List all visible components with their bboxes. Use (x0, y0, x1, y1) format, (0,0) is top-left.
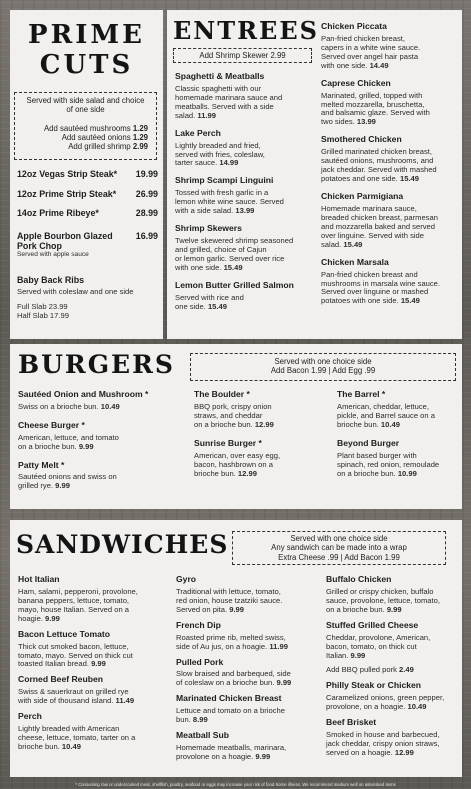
entree-item-desc: Classic spaghetti with our (175, 83, 262, 93)
entree-item-desc: and balsamic glaze. Served with (321, 108, 430, 118)
pork-chop-price: 16.99 (135, 231, 158, 241)
sandwich-item-price: 9.99 (350, 650, 366, 660)
entree-item-name: Spaghetti & Meatballs (175, 71, 265, 81)
entree-item-name: Caprese Chicken (321, 77, 391, 88)
sandwich-item-desc: Ham, salami, pepperoni, provolone, (18, 586, 138, 596)
burgers-panel (10, 344, 462, 509)
sandwich-item-desc: tomato, mayo. Served on thick cut (18, 650, 133, 660)
entree-item-desc: salad. 15.49 (321, 239, 363, 249)
entree-item-desc: meatballs. Served with a side (175, 101, 274, 111)
entree-item-desc: Twelve skewered shrimp seasoned (175, 236, 294, 246)
entree-item-desc: with one side. 15.49 (175, 262, 243, 272)
sandwich-item-desc: bun. 8.99 (176, 715, 208, 725)
entree-item-desc: Tossed with fresh garlic in a (175, 188, 269, 198)
entree-item-desc: over linguine. Served with side (321, 230, 424, 240)
burger-item-name: The Boulder * (194, 389, 250, 399)
entree-item-price: 13.99 (235, 206, 255, 216)
entree-item-desc: Marinated, grilled, topped with (321, 90, 423, 100)
sandwich-item-name: Meatball Sub (176, 730, 230, 741)
burgers-note-line1: Served with one choice side (274, 357, 372, 366)
sandwich-item-desc: side of Au jus, on a hoagie. 11.99 (176, 641, 288, 651)
entree-item-desc: Served over angel hair pasta (321, 51, 419, 61)
sandwich-item-desc: banana peppers, lettuce, tomato, (18, 595, 130, 605)
sandwich-item-name: Buffalo Chicken (326, 574, 392, 584)
entree-item-name: Smothered Chicken (321, 134, 402, 145)
burger-item-desc: straws, and cheddar (194, 410, 263, 420)
sandwich-item-desc: provolone, on a hoagie. 10.49 (326, 702, 427, 712)
entree-item (175, 224, 317, 273)
sandwich-item-name: Corned Beef Reuben (18, 674, 103, 685)
entree-item-desc: melted mozzarella, bruschetta, (321, 99, 425, 109)
sandwich-item-price: 9.99 (45, 613, 60, 623)
burger-item (194, 390, 324, 430)
sandwich-item-desc: mayo, house Italian. Served on a (18, 604, 130, 614)
entree-item-name: Chicken Piccata (321, 21, 387, 31)
burgers-title: BURGERS (18, 350, 175, 379)
entree-item-price: 15.49 (223, 262, 243, 272)
prime-cuts-note-box (14, 92, 157, 160)
entree-item-desc: Homemade marinara sauce, (321, 203, 417, 213)
sandwich-item-price: 12.99 (394, 747, 414, 757)
entree-item (321, 79, 459, 128)
entree-item-name: Shrimp Scampi Linguini (175, 175, 274, 186)
ribs-item (17, 275, 162, 321)
burger-item-price: 9.99 (78, 441, 94, 451)
sandwich-item (18, 630, 168, 670)
sandwich-item-price: 10.49 (61, 741, 81, 751)
entree-item-desc: Pan-fried chicken breast, (321, 33, 405, 43)
burger-item-name: Patty Melt * (18, 459, 65, 470)
burger-item-desc: brioche bun. 12.99 (194, 468, 257, 478)
sandwich-item (326, 718, 462, 758)
sandwich-item-desc: cheese, lettuce, tomato, tarter on a (18, 733, 136, 743)
entree-item (175, 72, 317, 121)
entree-item-name: Chicken Parmigiana (321, 191, 404, 202)
sandwich-item (326, 575, 462, 615)
burger-item-desc: bacon, hashbrown on a (194, 459, 273, 469)
burger-item-price: 10.99 (397, 468, 417, 478)
sandwich-item (176, 575, 324, 615)
burger-item-desc: on a brioche bun. 10.99 (337, 468, 417, 478)
sandwich-item (176, 621, 324, 652)
entree-item-desc: Lightly breaded and fried, (175, 140, 261, 150)
sandwich-item-price: 9.99 (386, 604, 402, 614)
entree-item-desc: homemade marinara sauce and (175, 92, 283, 102)
burger-item-desc: American, lettuce, and tomato (18, 432, 119, 442)
entree-item (175, 129, 317, 169)
pork-chop-name-line1: Apple Bourbon Glazed (17, 231, 113, 241)
burger-item-desc: spinach, red onion, remoulade (337, 459, 440, 469)
entree-item-desc: lemon white wine sauce. Served (175, 197, 284, 207)
burger-item-price: 10.49 (100, 401, 120, 411)
entree-item (321, 135, 459, 184)
entree-item-desc: breaded chicken breast, parmesan (321, 212, 438, 222)
burger-item-name: Sautéed Onion and Mushroom * (18, 389, 149, 399)
burgers-column-1 (18, 390, 178, 500)
burger-item-desc: American, cheddar, lettuce, (337, 401, 430, 411)
sandwich-item-name: Gyro (176, 574, 197, 584)
entree-item-desc: Served with rice and (175, 292, 244, 302)
entree-item-desc: and grilled, choice of Cajun (175, 244, 267, 254)
burger-item-desc: Swiss on a brioche bun. 10.49 (18, 401, 120, 411)
ribs-desc: Served with coleslaw and one side (17, 287, 134, 297)
entree-item-price: 15.49 (207, 301, 227, 311)
sandwich-item-desc: Grilled or crispy chicken, buffalo (326, 586, 434, 596)
sandwich-item-desc: Slow braised and barbequed, side (176, 669, 291, 679)
prime-cuts-panel (10, 10, 163, 339)
entree-item-desc: Served over linguine or mashed (321, 287, 429, 297)
entree-item-price: 15.49 (343, 239, 363, 249)
sandwich-item-price: 10.49 (407, 702, 427, 712)
burger-item-desc: Plant based burger with (337, 450, 417, 460)
sandwich-item (326, 666, 462, 675)
sandwich-item-desc: provolone on a hoagie. 9.99 (176, 751, 271, 761)
burger-item-name: Cheese Burger * (18, 419, 85, 430)
entree-item (321, 192, 459, 250)
pork-chop-item (17, 231, 158, 259)
sandwich-item-name: French Dip (176, 619, 221, 630)
entree-item-desc: potatoes with one side. 15.49 (321, 296, 420, 306)
sandwich-item-desc: Lettuce and tomato on a brioche (176, 706, 285, 716)
sandwich-item-desc: toasted Italian bread. 9.99 (18, 659, 106, 669)
entree-item-price: 15.49 (399, 174, 419, 184)
entree-item-desc: or lemon garlic. Served over rice (175, 253, 285, 263)
addon-mushrooms: Add sautéed mushrooms 1.29 (43, 123, 148, 133)
burger-item (18, 421, 178, 452)
sandwich-item-desc: Cheddar, provolone, American, (326, 632, 431, 642)
entree-item-name: Lake Perch (175, 127, 221, 138)
entrees-panel (167, 10, 462, 339)
burger-item-desc: pickle, and Barrel sauce on a (337, 410, 435, 420)
sandwich-item-price: 2.49 (399, 665, 414, 675)
sandwich-item-desc: Roasted prime rib, melted swiss, (176, 632, 286, 642)
sandwich-item-name: Pulled Pork (176, 656, 224, 667)
addon-shrimp: Add grilled shrimp 2.99 (68, 141, 148, 151)
sandwiches-panel (10, 520, 462, 777)
entrees-column-1 (175, 72, 317, 320)
entree-item-desc: mushrooms in marsala wine sauce. (321, 278, 441, 288)
entree-item-desc: salad. 11.99 (175, 110, 216, 120)
burger-item (18, 390, 178, 412)
entree-item-desc: tarter sauce. 14.99 (175, 158, 239, 168)
prime-title-line1: PRIME (28, 20, 145, 50)
ribs-half-slab: Half Slab 17.99 (17, 311, 69, 321)
sandwich-item-desc: on a brioche bun. 9.99 (326, 604, 402, 614)
sandwiches-column-1 (18, 575, 168, 758)
entree-item-desc: Grilled marinated chicken breast, (321, 147, 433, 157)
food-safety-footer: * Consuming raw or undercooked meat, shellfish, poultry, seafood or eggs may increase your risk of food-borne illness. We recommend medium well on asterisked items (75, 782, 396, 787)
burgers-note-line2: Add Bacon 1.99 | Add Egg .99 (270, 366, 376, 376)
sandwich-item-name: Perch (18, 711, 42, 722)
sandwich-item-desc: jack cheddar, crispy onion straws, (326, 739, 440, 749)
entree-item-desc: two sides. 13.99 (321, 117, 376, 127)
sandwich-item-name: Beef Brisket (326, 717, 377, 728)
steak-vegas-strip: 12oz Vegas Strip Steak* 19.99 (17, 169, 158, 179)
entree-item-price: 14.49 (369, 60, 389, 70)
sandwich-item-desc: Lightly breaded with American (18, 724, 120, 734)
entree-item (175, 176, 317, 216)
entree-item-price: 11.99 (197, 110, 216, 120)
burger-item-desc: on a brioche bun. 12.99 (194, 419, 274, 429)
entree-item-name: Lemon Butter Grilled Salmon (175, 279, 294, 290)
burger-item-name: Beyond Burger (337, 437, 400, 448)
sandwich-item-price: 9.99 (255, 751, 271, 761)
entree-item-price: 13.99 (356, 117, 376, 127)
sandwich-item-desc: Homemade meatballs, marinara, (176, 742, 287, 752)
prime-note-line1: Served with side salad and choice (26, 96, 145, 105)
sandwich-item-desc: Italian. 9.99 (326, 650, 366, 660)
sandwich-item-desc: hoagie. 9.99 (18, 613, 60, 623)
ribs-full-slab: Full Slab 23.99 (17, 302, 68, 312)
entree-item-price: 15.49 (400, 296, 420, 306)
sandwiches-column-2 (176, 575, 324, 768)
entree-item-desc: capers in a white wine sauce. (321, 42, 421, 52)
sandwich-item-name: Marinated Chicken Breast (176, 693, 282, 704)
ribs-name: Baby Back Ribs (17, 275, 85, 285)
entree-item (321, 22, 459, 71)
sandwich-item (176, 694, 324, 725)
entree-item-desc: jack cheddar. Served with mashed (321, 165, 437, 175)
burger-item-name: Sunrise Burger * (194, 437, 262, 448)
sandwich-item-desc: Thick cut smoked bacon, lettuce, (18, 641, 129, 651)
sandwich-item-desc: with side of thousand island. 11.49 (18, 696, 135, 706)
sandwich-item (176, 731, 324, 762)
sandwich-item-desc: brioche bun. 10.49 (18, 741, 81, 751)
entree-item-desc: one side. 15.49 (175, 301, 227, 311)
sandwich-item (18, 575, 168, 624)
burgers-note-box (190, 353, 456, 381)
sandwich-item-name: Bacon Lettuce Tomato (18, 628, 110, 639)
prime-title-line2: CUTS (39, 50, 134, 80)
sandwich-item (326, 681, 462, 712)
burger-item-desc: brioche bun. 10.49 (337, 419, 400, 429)
entree-item-name: Shrimp Skewers (175, 223, 242, 234)
burgers-column-3 (337, 390, 461, 487)
sandwiches-note-line3: Extra Cheese .99 | Add Bacon 1.99 (278, 552, 400, 562)
prime-note-line2: of one side (66, 105, 105, 115)
sandwich-item-desc: Caramelized onions, green pepper, (326, 693, 445, 703)
entree-item-desc: potatoes and one side. 15.49 (321, 174, 419, 184)
sandwich-item-desc: Add BBQ pulled pork 2.49 (326, 665, 414, 675)
burger-item-desc: grilled rye. 9.99 (18, 481, 70, 491)
sandwich-item-name: Stuffed Grilled Cheese (326, 619, 419, 630)
entree-item-price: 14.99 (219, 158, 239, 168)
burger-item-desc: Sautéed onions and swiss on (18, 472, 117, 482)
sandwich-item-price: 11.49 (115, 696, 135, 706)
sandwich-item-price: 9.99 (91, 659, 106, 669)
sandwich-item-name: Hot Italian (18, 574, 60, 584)
entrees-column-2 (321, 22, 459, 314)
burger-item-desc: American, over easy egg, (194, 450, 281, 460)
sandwiches-note-line1: Served with one choice side (290, 534, 388, 543)
sandwich-item-desc: served on a hoagie. 12.99 (326, 747, 414, 757)
entrees-note-box (173, 48, 312, 63)
burger-item-desc: BBQ pork, crispy onion (194, 401, 272, 411)
sandwiches-note-box (232, 531, 446, 565)
entree-item (321, 258, 459, 307)
steak-prime-ribeye: 14oz Prime Ribeye* 28.99 (17, 208, 158, 218)
sandwich-item-price: 11.99 (269, 641, 288, 651)
sandwich-item-desc: Swiss & sauerkraut on grilled rye (18, 687, 129, 697)
prime-cuts-title (10, 20, 163, 80)
entree-item-desc: Pan-fried chicken breast and (321, 269, 418, 279)
burger-item-price: 12.99 (237, 468, 257, 478)
entrees-note: Add Shrimp Skewer 2.99 (199, 51, 286, 60)
sandwich-item-desc: Served on pita. 9.99 (176, 604, 244, 614)
sandwich-item-desc: red onion, house tzatziki sauce. (176, 595, 283, 605)
entree-item (175, 281, 317, 312)
sandwich-item-desc: of coleslaw on a brioche bun. 9.99 (176, 678, 292, 688)
burger-item (194, 439, 324, 479)
burgers-column-2 (194, 390, 324, 487)
burger-item-price: 9.99 (55, 481, 70, 491)
sandwich-item-name: Philly Steak or Chicken (326, 680, 422, 691)
sandwich-item (18, 712, 168, 752)
burger-item-name: The Barrel * (337, 389, 386, 399)
entree-item-desc: served with fries, coleslaw, (175, 149, 265, 159)
pork-chop-name-line2: Pork Chop (17, 241, 62, 252)
sandwich-item-desc: Smoked in house and barbecued, (326, 730, 440, 740)
entrees-title: ENTREES (173, 16, 319, 45)
sandwiches-title: SANDWICHES (16, 530, 229, 559)
entree-item-desc: with a side salad. 13.99 (175, 206, 255, 216)
addon-onions: Add sautéed onions 1.29 (61, 132, 148, 142)
sandwich-item-desc: Traditional with lettuce, tomato, (176, 586, 281, 596)
entree-item-desc: and mozzarella baked and served (321, 221, 435, 231)
steak-prime-strip: 12oz Prime Strip Steak* 26.99 (17, 189, 158, 199)
burger-item-price: 10.49 (380, 419, 400, 429)
sandwich-item (326, 621, 462, 661)
sandwich-item-desc: bacon, tomato, on thick cut (326, 641, 417, 651)
sandwiches-column-3 (326, 575, 462, 764)
burger-item-price: 12.99 (254, 419, 274, 429)
entree-item-desc: sautéed onions, mushrooms, and (321, 156, 434, 166)
sandwiches-note-line2: Any sandwich can be made into a wrap (271, 543, 407, 553)
sandwich-item-desc: sauce, provolone, lettuce, tomato, (326, 595, 440, 605)
burger-item (18, 461, 178, 492)
entree-item-name: Chicken Marsala (321, 256, 389, 267)
sandwich-item-price: 8.99 (192, 715, 208, 725)
sandwich-item (18, 675, 168, 706)
sandwich-item-price: 9.99 (276, 678, 292, 688)
entree-item-desc: with one side. 14.49 (321, 60, 389, 70)
burger-item-desc: on a brioche bun. 9.99 (18, 441, 94, 451)
sandwich-item-price: 9.99 (229, 604, 244, 614)
pork-chop-desc: Served with apple sauce (17, 251, 89, 259)
sandwich-item (176, 658, 324, 689)
burger-item (337, 439, 461, 479)
burger-item (337, 390, 461, 430)
